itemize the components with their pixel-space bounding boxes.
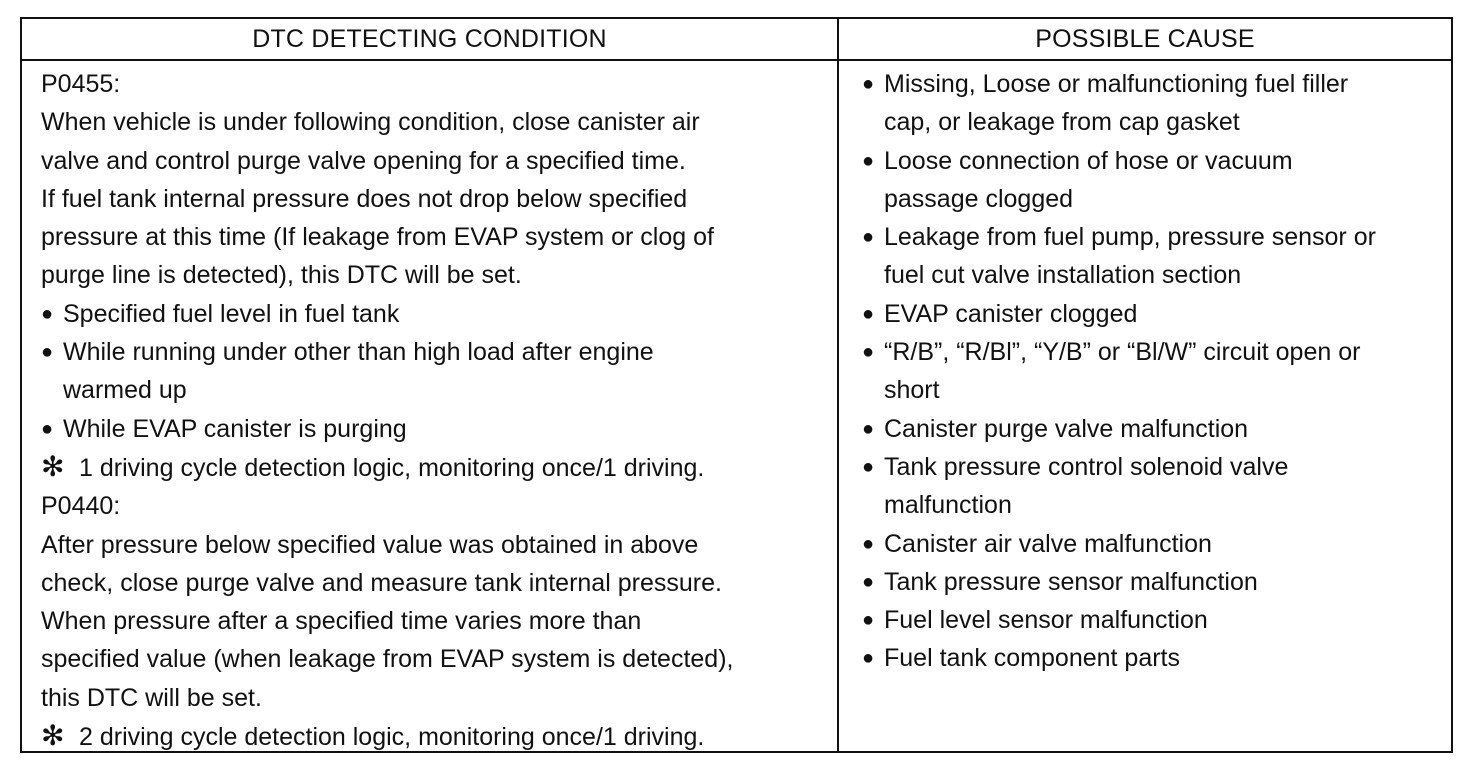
cause-item-text: Leakage from fuel pump, pressure sensor or: [884, 223, 1376, 252]
condition-text-line: check, close purge valve and measure tank internal pressure.: [41, 568, 722, 597]
cause-item-continuation: malfunction: [884, 491, 1012, 520]
bullet-icon: ●: [862, 417, 875, 440]
dtc-table: [20, 17, 1453, 753]
bullet-icon: ●: [41, 417, 54, 440]
condition-text-line: this DTC will be set.: [41, 683, 262, 712]
bullet-icon: ●: [41, 302, 54, 325]
bullet-icon: ●: [862, 609, 875, 632]
condition-column: [41, 65, 836, 756]
cause-item-text: Tank pressure sensor malfunction: [884, 567, 1258, 596]
cause-item-text: Loose connection of hose or vacuum: [884, 146, 1293, 175]
header-divider: [22, 59, 1451, 61]
condition-bullet-text: Specified fuel level in fuel tank: [63, 299, 400, 328]
cause-column: [862, 65, 1452, 678]
bullet-icon: ●: [862, 149, 875, 172]
cause-item-text: Fuel tank component parts: [884, 644, 1180, 673]
bullet-icon: ●: [862, 226, 875, 249]
detection-note-text: 1 driving cycle detection logic, monitoring once/1 driving.: [79, 453, 705, 482]
condition-bullet-continuation: warmed up: [63, 376, 187, 405]
detection-note: [41, 448, 836, 487]
cause-item-text: Fuel level sensor malfunction: [884, 606, 1208, 635]
cause-item-text: Missing, Loose or malfunctioning fuel filler: [884, 70, 1349, 98]
condition-bullet: [41, 333, 836, 371]
cause-item: [862, 410, 1452, 448]
bullet-icon: ●: [862, 73, 875, 95]
cause-item-continuation: fuel cut valve installation section: [884, 261, 1242, 290]
header-cause: POSSIBLE CAUSE: [1035, 25, 1255, 53]
bullet-icon: ●: [862, 341, 875, 364]
cause-item: [862, 218, 1452, 256]
cause-item-text: Canister purge valve malfunction: [884, 414, 1249, 443]
condition-text-line: valve and control purge valve opening for a specified time.: [41, 146, 686, 175]
cause-item: [862, 295, 1452, 333]
header-condition: DTC DETECTING CONDITION: [252, 25, 607, 53]
condition-bullet: [41, 410, 836, 448]
cause-item: [862, 142, 1452, 180]
cause-item: [862, 333, 1452, 371]
bullet-icon: ●: [862, 455, 875, 478]
condition-text-line: When vehicle is under following condition, close canister air: [41, 108, 700, 137]
detection-note-text: 2 driving cycle detection logic, monitoring once/1 driving.: [79, 723, 705, 752]
cause-item-text: Canister air valve malfunction: [884, 529, 1212, 558]
detection-note: [41, 717, 836, 756]
cause-item-text: “R/B”, “R/Bl”, “Y/B” or “Bl/W” circuit open or: [884, 338, 1361, 367]
cause-item: [862, 601, 1452, 639]
cause-item: [862, 65, 1452, 103]
cause-item: [862, 448, 1452, 486]
condition-text-line: When pressure after a specified time varies more than: [41, 607, 642, 636]
bullet-icon: ●: [862, 570, 875, 593]
condition-bullet: [41, 295, 836, 333]
cause-item: [862, 639, 1452, 677]
bullet-icon: ●: [862, 532, 875, 555]
column-divider: [837, 19, 839, 751]
condition-bullet-text: While running under other than high load after engine: [63, 338, 654, 367]
cause-item-text: Tank pressure control solenoid valve: [884, 452, 1289, 481]
dtc-code-p0455: P0455:: [41, 70, 121, 98]
condition-text-line: purge line is detected), this DTC will be set.: [41, 261, 522, 290]
condition-text-line: After pressure below specified value was obtained in above: [41, 530, 699, 559]
condition-text-line: If fuel tank internal pressure does not drop below specified: [41, 184, 688, 213]
cause-item: [862, 563, 1452, 601]
bullet-icon: ●: [41, 341, 54, 364]
bullet-icon: ●: [862, 302, 875, 325]
cause-item-continuation: cap, or leakage from cap gasket: [884, 108, 1240, 137]
asterisk-icon: ✻: [41, 720, 65, 752]
condition-bullet-text: While EVAP canister is purging: [63, 414, 407, 443]
cause-item-text: EVAP canister clogged: [884, 299, 1138, 328]
asterisk-icon: ✻: [41, 450, 65, 482]
cause-item-continuation: passage clogged: [884, 184, 1074, 213]
cause-item: [862, 525, 1452, 563]
condition-text-line: pressure at this time (If leakage from EVAP system or clog of: [41, 223, 714, 252]
cause-item-continuation: short: [884, 376, 940, 405]
dtc-code-p0440: P0440:: [41, 492, 121, 521]
bullet-icon: ●: [862, 647, 875, 670]
condition-text-line: specified value (when leakage from EVAP system is detected),: [41, 645, 734, 674]
